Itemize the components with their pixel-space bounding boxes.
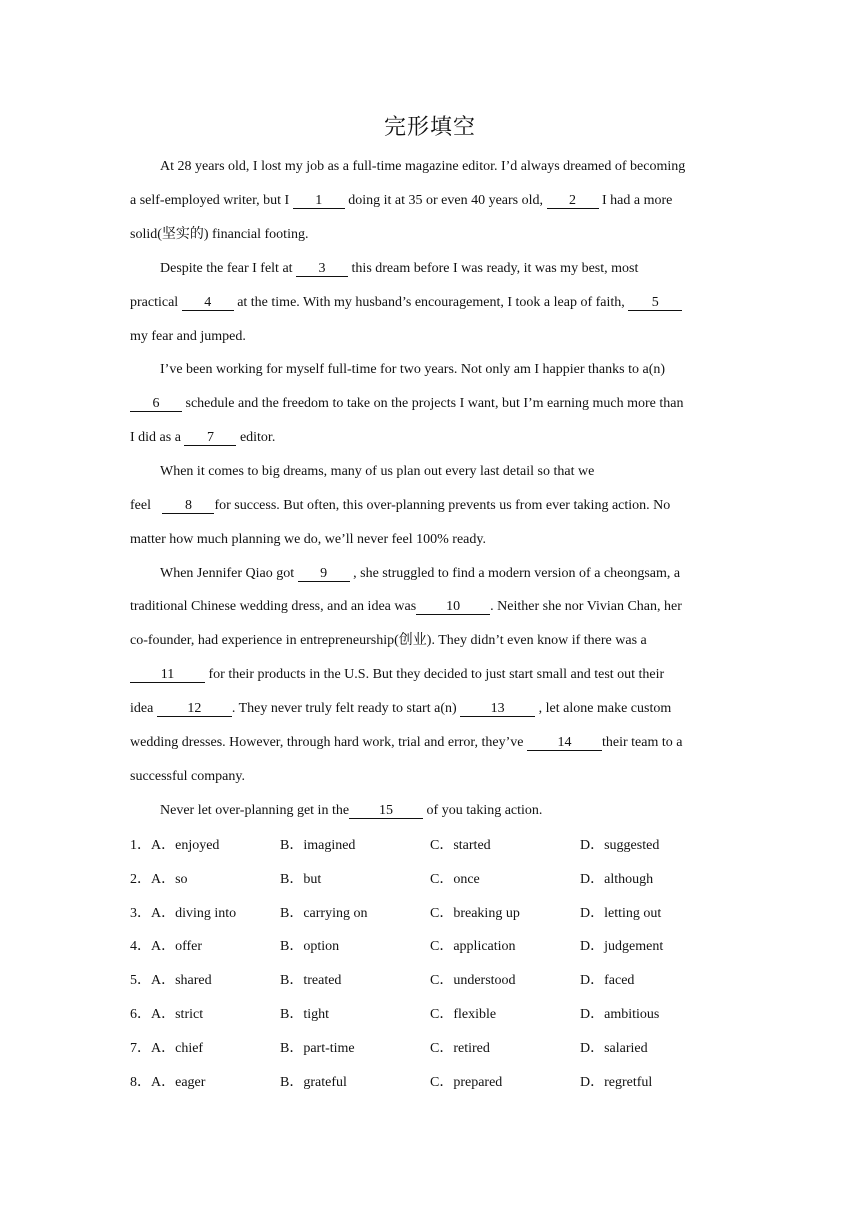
option-b[interactable]: B．part-time bbox=[280, 1041, 355, 1056]
blank-8[interactable]: 8 bbox=[162, 498, 214, 514]
passage-line: practical 4 at the time. With my husband’s encouragement, I took a leap of faith, 5 bbox=[130, 293, 682, 313]
passage-line: I’ve been working for myself full-time for two years. Not only am I happier thanks to a(n) bbox=[160, 362, 666, 377]
option-c[interactable]: C．retired bbox=[430, 1041, 490, 1056]
passage-line: Despite the fear I felt at 3 this dream before I was ready, it was my best, most bbox=[160, 261, 639, 276]
option-d[interactable]: D．judgement bbox=[580, 939, 664, 954]
passage-line: feel 8 for success. But often, this over-planning prevents us from ever taking action. No bbox=[130, 498, 671, 513]
blank-15[interactable]: 15 bbox=[349, 803, 423, 819]
blank-5[interactable]: 5 bbox=[628, 295, 682, 311]
blank-13[interactable]: 13 bbox=[460, 701, 535, 717]
option-d[interactable]: D．suggested bbox=[580, 838, 660, 853]
option-b[interactable]: B．tight bbox=[280, 1007, 330, 1022]
option-b[interactable]: B．option bbox=[280, 939, 340, 954]
blank-1[interactable]: 1 bbox=[293, 193, 345, 209]
option-a[interactable]: 5．A．shared bbox=[130, 973, 212, 988]
passage-line: successful company. bbox=[130, 769, 245, 784]
passage-line: a self-employed writer, but I 1 doing it at 35 or even 40 years old, 2 I had a more bbox=[130, 193, 673, 208]
option-c[interactable]: C．flexible bbox=[430, 1007, 497, 1022]
option-row-4 bbox=[130, 935, 730, 955]
passage-line: 11 for their products in the U.S. But they decided to just start small and test out their bbox=[130, 665, 664, 685]
option-b[interactable]: B．carrying on bbox=[280, 906, 368, 921]
blank-9[interactable]: 9 bbox=[298, 566, 350, 582]
page-title: 完形填空 bbox=[383, 115, 476, 140]
blank-14[interactable]: 14 bbox=[527, 735, 602, 751]
blank-10[interactable]: 10 bbox=[416, 599, 490, 615]
passage-line: When Jennifer Qiao got 9 , she struggled to find a modern version of a cheongsam, a bbox=[160, 566, 681, 581]
option-row-6 bbox=[130, 1003, 730, 1023]
option-d[interactable]: D．ambitious bbox=[580, 1007, 660, 1022]
option-a[interactable]: 3．A．diving into bbox=[130, 906, 237, 921]
option-b[interactable]: B．treated bbox=[280, 973, 342, 988]
passage-line: my fear and jumped. bbox=[130, 329, 246, 344]
option-row-5 bbox=[130, 969, 730, 989]
option-row-2 bbox=[130, 868, 730, 888]
option-a[interactable]: 6．A．strict bbox=[130, 1007, 204, 1022]
option-a[interactable]: 4．A．offer bbox=[130, 939, 203, 954]
option-b[interactable]: B．grateful bbox=[280, 1075, 347, 1090]
passage-line: traditional Chinese wedding dress, and an idea was 10 . Neither she nor Vivian Chan, her bbox=[130, 599, 682, 614]
blank-11[interactable]: 11 bbox=[130, 667, 205, 683]
option-d[interactable]: D．although bbox=[580, 872, 654, 887]
passage-line: When it comes to big dreams, many of us plan out every last detail so that we bbox=[160, 464, 595, 479]
option-row-3 bbox=[130, 902, 730, 922]
option-a[interactable]: 7．A．chief bbox=[130, 1041, 204, 1056]
option-b[interactable]: B．imagined bbox=[280, 838, 356, 853]
option-d[interactable]: D．faced bbox=[580, 973, 635, 988]
option-a[interactable]: 1．A．enjoyed bbox=[130, 838, 220, 853]
blank-6[interactable]: 6 bbox=[130, 396, 182, 412]
option-c[interactable]: C．started bbox=[430, 838, 491, 853]
passage-line: At 28 years old, I lost my job as a full-time magazine editor. I’d always dreamed of becoming bbox=[160, 159, 686, 174]
blank-7[interactable]: 7 bbox=[184, 430, 236, 446]
option-row-1 bbox=[130, 834, 730, 854]
option-c[interactable]: C．application bbox=[430, 939, 516, 954]
option-d[interactable]: D．salaried bbox=[580, 1041, 648, 1056]
option-d[interactable]: D．regretful bbox=[580, 1075, 653, 1090]
passage-line: matter how much planning we do, we’ll never feel 100% ready. bbox=[130, 532, 486, 547]
option-a[interactable]: 2．A．so bbox=[130, 872, 188, 887]
option-row-7 bbox=[130, 1037, 730, 1057]
passage-line: solid(坚实的) financial footing. bbox=[130, 227, 309, 242]
passage-line: wedding dresses. However, through hard work, trial and error, they’ve 14 their team to a bbox=[130, 735, 683, 750]
blank-2[interactable]: 2 bbox=[547, 193, 599, 209]
option-c[interactable]: C．once bbox=[430, 872, 480, 887]
option-c[interactable]: C．understood bbox=[430, 973, 516, 988]
blank-4[interactable]: 4 bbox=[182, 295, 234, 311]
passage-line: idea 12 . They never truly felt ready to start a(n) 13 , let alone make custom bbox=[130, 701, 672, 716]
option-b[interactable]: B．but bbox=[280, 872, 322, 887]
passage-line: I did as a 7 editor. bbox=[130, 430, 276, 445]
option-a[interactable]: 8．A．eager bbox=[130, 1075, 206, 1090]
option-c[interactable]: C．breaking up bbox=[430, 906, 520, 921]
passage-line: Never let over-planning get in the 15 of you taking action. bbox=[160, 803, 543, 818]
passage-line: 6 schedule and the freedom to take on the projects I want, but I’m earning much more than bbox=[130, 394, 684, 414]
blank-12[interactable]: 12 bbox=[157, 701, 232, 717]
option-row-8 bbox=[130, 1071, 730, 1091]
option-d[interactable]: D．letting out bbox=[580, 906, 662, 921]
option-c[interactable]: C．prepared bbox=[430, 1075, 503, 1090]
passage-line: co-founder, had experience in entrepreneurship(创业). They didn’t even know if there was a bbox=[130, 633, 647, 648]
blank-3[interactable]: 3 bbox=[296, 261, 348, 277]
